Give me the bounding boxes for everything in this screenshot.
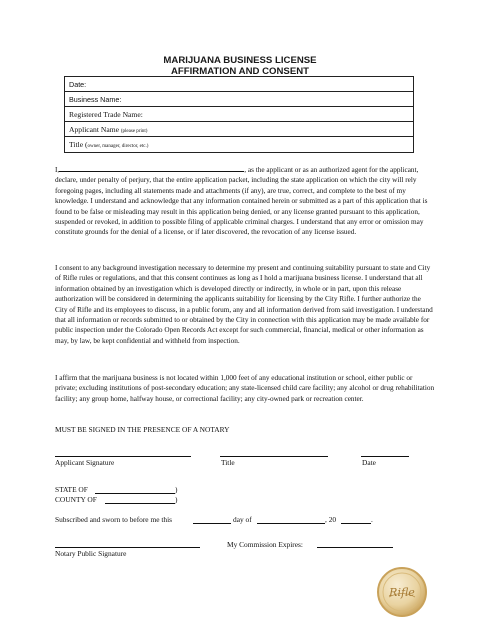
applicant-name-note: (please print) xyxy=(120,129,148,134)
notary-signature-label: Notary Public Signature xyxy=(55,549,127,558)
title-signature-label: Title xyxy=(221,458,235,467)
title-label: Title ( xyxy=(69,140,88,149)
declaration-paragraph xyxy=(55,163,435,238)
business-name-field[interactable] xyxy=(65,92,413,107)
subscribed-period: . xyxy=(371,515,373,524)
notary-signature-line[interactable] xyxy=(55,547,200,548)
applicant-name-label: Applicant Name xyxy=(69,125,121,134)
form-title-line-1: MARIJUANA BUSINESS LICENSE xyxy=(163,55,317,66)
seal-text: Rifle xyxy=(389,586,415,599)
trade-name-label: Registered Trade Name: xyxy=(69,110,143,119)
day-line[interactable] xyxy=(193,523,231,524)
date-field-label: Date: xyxy=(69,80,87,89)
date-signature-label: Date xyxy=(362,458,376,467)
title-field[interactable] xyxy=(65,137,413,152)
commission-label: My Commission Expires: xyxy=(227,540,303,549)
title-note: owner, manager, director, etc. xyxy=(87,144,147,149)
state-of-line[interactable] xyxy=(95,493,175,494)
date-signature-line[interactable] xyxy=(361,456,409,457)
county-of-paren: ) xyxy=(175,495,178,504)
declarant-name-line[interactable] xyxy=(59,163,244,172)
county-of-line[interactable] xyxy=(105,503,175,504)
title-signature-line[interactable] xyxy=(220,456,328,457)
day-of-label: day of xyxy=(233,515,252,524)
city-of-rifle-seal-icon xyxy=(376,566,428,618)
trade-name-field[interactable] xyxy=(65,107,413,122)
applicant-info-box xyxy=(64,76,414,153)
county-of-label: COUNTY OF xyxy=(55,495,97,504)
form-title-line-2: AFFIRMATION AND CONSENT xyxy=(170,66,310,77)
affirmation-paragraph: I affirm that the marijuana business is not located within 1,000 feet of any educational institution or school, either public or private; excluding institutions of post-secondary education; any state-licensed child care facility; any alcohol or drug rehabilitation facility; any group home, halfway house, or correctional facility; any city-owned park or recreation center. xyxy=(55,374,435,403)
year-line[interactable] xyxy=(341,523,371,524)
consent-paragraph: I consent to any background investigation necessary to determine my present and continuing suitability pursuant to state and City of Rifle rules or regulations, and that this consent continues as long as I hold a marijuana business license. I understand that all information obtained by an investigation which is developed directly or indirectly, in whole or in part, upon this release authorization will be considered in determining the applicants suitability for licensing by the City Rifle. I further authorize the City of Rifle and its employees to discuss, in a public forum, any and all information derived from said investigation. I understand that all information or records submitted to or obtained by the City in connection with this application may be made available for public inspection under the Colorado Open Records Act except for such commercial, financial, medical or other information as may, by law, be kept confidential and withheld from inspection. xyxy=(55,264,433,345)
applicant-signature-label: Applicant Signature xyxy=(55,458,115,467)
notary-notice: MUST BE SIGNED IN THE PRESENCE OF A NOTARY xyxy=(55,425,230,434)
year-prefix-label: , 20 xyxy=(325,515,337,524)
month-line[interactable] xyxy=(257,523,325,524)
applicant-name-field[interactable] xyxy=(65,122,413,137)
business-name-label: Business Name: xyxy=(69,95,122,104)
state-of-paren: ) xyxy=(175,485,178,494)
title-close: ) xyxy=(146,144,149,149)
commission-line[interactable] xyxy=(317,547,393,548)
state-of-label: STATE OF xyxy=(55,485,88,494)
date-field[interactable] xyxy=(65,77,413,92)
applicant-signature-line[interactable] xyxy=(55,456,191,457)
declaration-text: , as the applicant or as an authorized agent for the applicant, declare, under penalty of perjury, that the entire application packet, including the state application on which the city will rely foregoing pages, including all statements made and attachments (if any), are true, correct, and complete to the best of my knowledge. I understand and acknowledge that any information contained herein or submitted as a part of this application that is found to be false or misleading may result in this application being denied, or any license granted pursuant to this application, suspended or revoked, in addition to possible filing of applicable criminal charges. I understand that any error or omission may constitute grounds for the denial of a license, or if later discovered, the revocation of any license issued. xyxy=(55,166,428,237)
subscribed-label: Subscribed and sworn to before me this xyxy=(55,515,172,524)
declaration-prefix: I, xyxy=(55,166,60,174)
